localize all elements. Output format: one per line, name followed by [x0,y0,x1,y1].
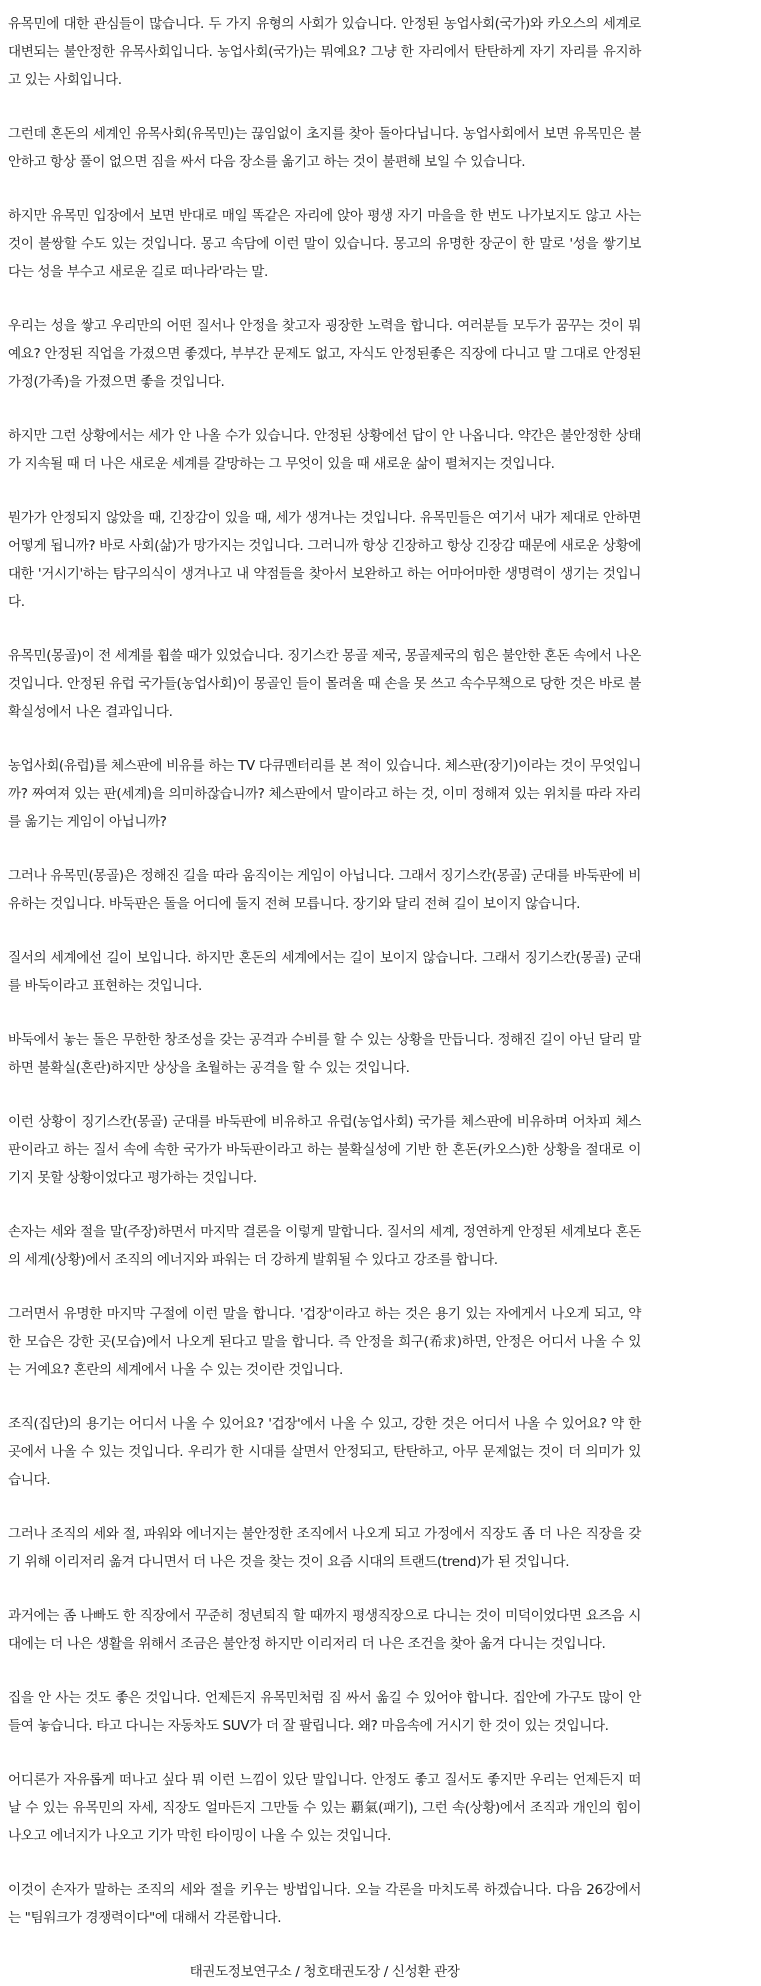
paragraph: 그러면서 유명한 마지막 구절에 이런 말을 합니다. '겁장'이라고 하는 것은 용기 있는 자에게서 나오게 되고, 약한 모습은 강한 곳(모습)에서 나오게 된다고 말을 합니다. 즉 안정을 희구(希求)하면, 안정은 어디서 나올 수 있는 거예요? 혼란의 세계에서 나올 수 있는 것이란 것입니다. [8,1306,641,1378]
paragraph: 농업사회(유럽)를 체스판에 비유를 하는 TV 다큐멘터리를 본 적이 있습니다. 체스판(장기)이라는 것이 무엇입니까? 짜여져 있는 판(세계)을 의미하잖습니까? 체스판에서 말이라고 하는 것, 이미 정해져 있는 위치를 따라 자리를 옮기는 게임이 아닙니까? [8,758,641,830]
author-credit: 태권도정보연구소 / 청호태권도장 / 신성환 관장 [189,1964,460,1980]
paragraph: 우리는 성을 쌓고 우리만의 어떤 질서나 안정을 찾고자 굉장한 노력을 합니다. 여러분들 모두가 꿈꾸는 것이 뭐예요? 안정된 직업을 가졌으면 좋겠다, 부부간 문제도 없고, 자식도 안정된좋은 직장에 다니고 말 그대로 안정된 가정(가족)을 가졌으면 좋을 것입니다. [8,318,641,390]
paragraph: 질서의 세계에선 길이 보입니다. 하지만 혼돈의 세계에서는 길이 보이지 않습니다. 그래서 징기스칸(몽골) 군대를 바둑이라고 표현하는 것입니다. [8,950,641,994]
paragraph: 바둑에서 놓는 돌은 무한한 창조성을 갖는 공격과 수비를 할 수 있는 상황을 만듭니다. 정해진 길이 아닌 달리 말하면 불확실(혼란)하지만 상상을 초월하는 공격을 할 수 있는 것입니다. [8,1032,641,1076]
paragraph: 이것이 손자가 말하는 조직의 세와 절을 키우는 방법입니다. 오늘 각론을 마치도록 하겠습니다. 다음 26강에서는 "팀워크가 경쟁력이다"에 대해서 각론합니다. [8,1882,641,1926]
paragraph: 그러나 유목민(몽골)은 정해진 길을 따라 움직이는 게임이 아닙니다. 그래서 징기스칸(몽골) 군대를 바둑판에 비유하는 것입니다. 바둑판은 돌을 어디에 둘지 전혀 모릅니다. 장기와 달리 전혀 길이 보이지 않습니다. [8,868,641,912]
paragraph: 이런 상황이 징기스칸(몽골) 군대를 바둑판에 비유하고 유럽(농업사회) 국가를 체스판에 비유하며 어차피 체스판이라고 하는 질서 속에 속한 국가가 바둑판이라고 하는 불확실성에 기반 한 혼돈(카오스)한 상황을 절대로 이기지 못할 상황이었다고 평가하는 것입니다. [8,1114,641,1186]
paragraph: 과거에는 좀 나빠도 한 직장에서 꾸준히 정년퇴직 할 때까지 평생직장으로 다니는 것이 미덕이었다면 요즈음 시대에는 더 나은 생활을 위해서 조금은 불안정 하지만 이리저리 더 나은 조건을 찾아 옮겨 다니는 것입니다. [8,1608,641,1652]
paragraph: 유목민에 대한 관심들이 많습니다. 두 가지 유형의 사회가 있습니다. 안정된 농업사회(국가)와 카오스의 세계로 대변되는 불안정한 유목사회입니다. 농업사회(국가)는 뭐예요? 그냥 한 자리에서 탄탄하게 자기 자리를 유지하고 있는 사회입니다. [8,16,641,88]
paragraph: 그러나 조직의 세와 절, 파워와 에너지는 불안정한 조직에서 나오게 되고 가정에서 직장도 좀 더 나은 직장을 갖기 위해 이리저리 옮겨 다니면서 더 나은 것을 찾는 것이 요즘 시대의 트랜드(trend)가 된 것입니다. [8,1526,641,1570]
paragraph: 유목민(몽골)이 전 세계를 휩쓸 때가 있었습니다. 징기스칸 몽골 제국, 몽골제국의 힘은 불안한 혼돈 속에서 나온 것입니다. 안정된 유럽 국가들(농업사회)이 몽골인 들이 몰려올 때 손을 못 쓰고 속수무책으로 당한 것은 바로 불확실성에서 나온 결과입니다. [8,648,641,720]
paragraph: 집을 안 사는 것도 좋은 것입니다. 언제든지 유목민처럼 짐 싸서 옮길 수 있어야 합니다. 집안에 가구도 많이 안 들여 놓습니다. 타고 다니는 자동차도 SUV가 더 잘 팔립니다. 왜? 마음속에 거시기 한 것이 있는 것입니다. [8,1690,641,1734]
paragraph: 하지만 유목민 입장에서 보면 반대로 매일 똑같은 자리에 앉아 평생 자기 마을을 한 번도 나가보지도 않고 사는 것이 불쌍할 수도 있는 것입니다. 몽고 속담에 이런 말이 있습니다. 몽고의 유명한 장군이 한 말로 '성을 쌓기보다는 성을 부수고 새로운 길로 떠나라'라는 말. [8,208,641,280]
paragraph: 조직(집단)의 용기는 어디서 나올 수 있어요? '겁장'에서 나올 수 있고, 강한 것은 어디서 나올 수 있어요? 약 한 곳에서 나올 수 있는 것입니다. 우리가 한 시대를 살면서 안정되고, 탄탄하고, 아무 문제없는 것이 더 의미가 있습니다. [8,1416,641,1488]
paragraph: 하지만 그런 상황에서는 세가 안 나올 수가 있습니다. 안정된 상황에선 답이 안 나옵니다. 약간은 불안정한 상태가 지속될 때 더 나은 새로운 세계를 갈망하는 그 무엇이 있을 때 새로운 삶이 펼쳐지는 것입니다. [8,428,641,472]
paragraph: 뭔가가 안정되지 않았을 때, 긴장감이 있을 때, 세가 생겨나는 것입니다. 유목민들은 여기서 내가 제대로 안하면 어떻게 됩니까? 바로 사회(삶)가 망가지는 것입니다. 그러니까 항상 긴장하고 항상 긴장감 때문에 새로운 상황에 대한 '거시기'하는 탐구의식이 생겨나고 내 약점들을 찾아서 보완하고 하는 어마어마한 생명력이 생기는 것입니다. [8,510,641,610]
paragraph: 그런데 혼돈의 세계인 유목사회(유목민)는 끊임없이 초지를 찾아 돌아다닙니다. 농업사회에서 보면 유목민은 불안하고 항상 풀이 없으면 짐을 싸서 다음 장소를 옮기고 하는 것이 불편해 보일 수 있습니다. [8,126,641,170]
paragraph: 손자는 세와 절을 말(주장)하면서 마지막 결론을 이렇게 말합니다. 질서의 세계, 정연하게 안정된 세계보다 혼돈의 세계(상황)에서 조직의 에너지와 파워는 더 강하게 발휘될 수 있다고 강조를 합니다. [8,1224,641,1268]
paragraph: 어디론가 자유롭게 떠나고 싶다 뭐 이런 느낌이 있단 말입니다. 안정도 좋고 질서도 좋지만 우리는 언제든지 떠날 수 있는 유목민의 자세, 직장도 얼마든지 그만둘 수 있는 覇氣(패기), 그런 속(상황)에서 조직과 개인의 힘이 나오고 에너지가 나오고 기가 막힌 타이밍이 나올 수 있는 것입니다. [8,1772,641,1844]
